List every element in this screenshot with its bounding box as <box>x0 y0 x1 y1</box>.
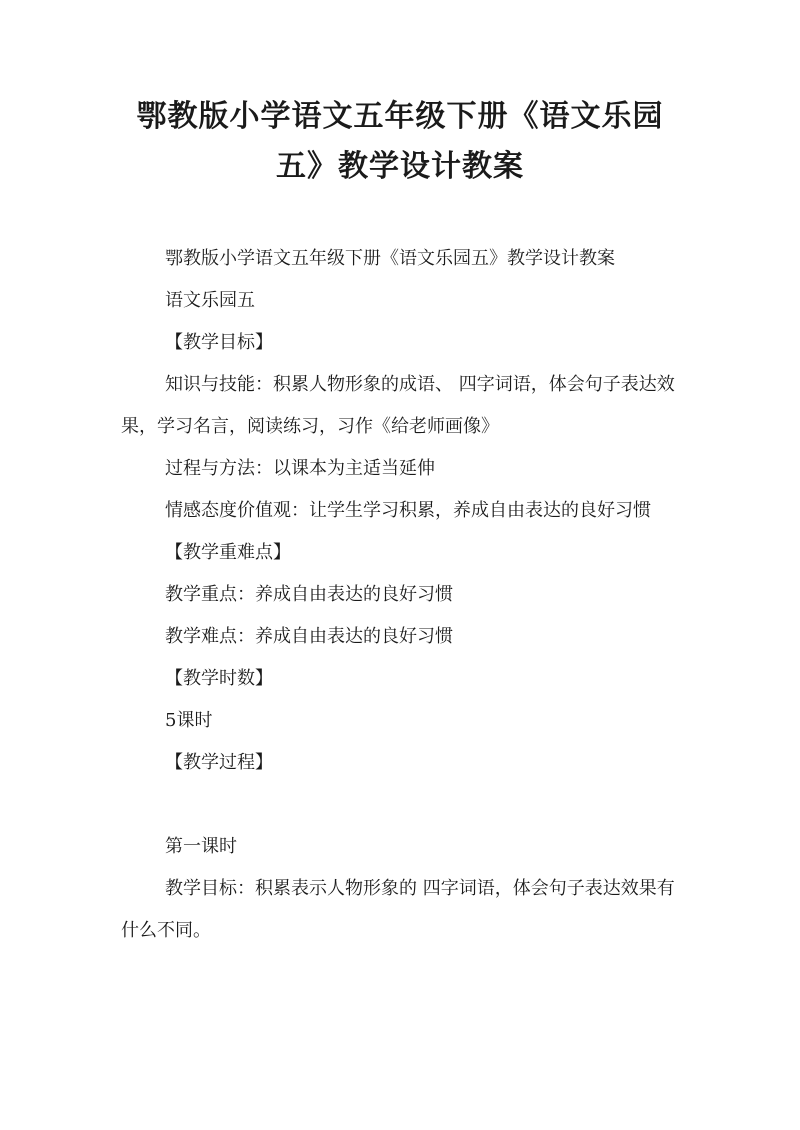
section-heading-key-points: 【教学重难点】 <box>165 542 291 563</box>
paragraph-first-lesson: 第一课时 <box>165 836 237 857</box>
paragraph-process-method: 过程与方法：以课本为主适当延伸 <box>165 458 435 479</box>
paragraph-knowledge-skills: 知识与技能：积累人物形象的成语、 四字词语，体会句子表达效果，学习名言，阅读练习，习作《给老师画像》 <box>121 374 675 437</box>
title-line-2: 五》教学设计教案 <box>276 149 524 184</box>
paragraph-key-point: 教学重点：养成自由表达的良好习惯 <box>165 584 453 605</box>
title-line-1: 鄂教版小学语文五年级下册《语文乐园 <box>136 99 664 134</box>
paragraph-difficult-point: 教学难点：养成自由表达的良好习惯 <box>165 626 453 647</box>
paragraph-class-hours: 5课时 <box>165 710 213 731</box>
section-heading-class-hours: 【教学时数】 <box>165 668 273 689</box>
section-heading-objectives: 【教学目标】 <box>165 332 273 353</box>
paragraph-intro: 鄂教版小学语文五年级下册《语文乐园五》教学设计教案 <box>165 248 615 269</box>
paragraph-lesson-name: 语文乐园五 <box>165 290 255 311</box>
document-body <box>121 238 687 952</box>
paragraph-first-lesson-objective: 教学目标：积累表示人物形象的 四字词语，体会句子表达效果有什么不同。 <box>121 878 675 941</box>
paragraph-attitude-values: 情感态度价值观：让学生学习积累，养成自由表达的良好习惯 <box>165 500 651 521</box>
document-title <box>100 92 700 192</box>
section-heading-process: 【教学过程】 <box>165 752 273 773</box>
